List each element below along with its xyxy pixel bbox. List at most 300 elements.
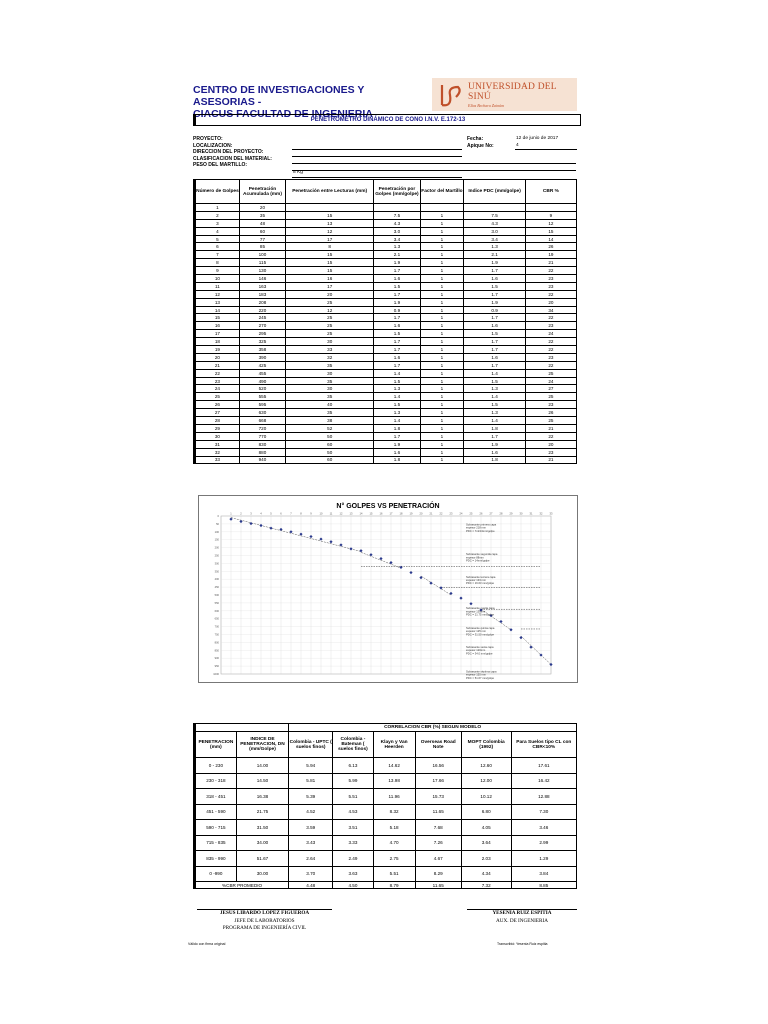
table-cell: 1.5	[374, 401, 420, 409]
layer-annotation: Subrasante tercera capa espesor 133 mm PDC = 16.63 mm/golpe	[466, 575, 496, 586]
table-cell: 20	[195, 353, 240, 361]
cbr-cell: 0 -990	[195, 866, 237, 882]
cbr-cell: 4.52	[289, 804, 333, 820]
table-cell: 490	[239, 377, 285, 385]
table-cell: 1.3	[374, 409, 420, 417]
table-cell: 1	[420, 322, 464, 330]
table-cell: 31	[195, 440, 240, 448]
clasificacion-label: CLASIFICACION DEL MATERIAL:	[193, 155, 272, 162]
table-cell: 1	[420, 417, 464, 425]
table-cell: 25	[525, 369, 576, 377]
cbr-cell: 835 - 990	[195, 851, 237, 867]
cbr-cell: 2.64	[289, 851, 333, 867]
table-row	[195, 227, 577, 235]
table-cell: 1.6	[374, 322, 420, 330]
x-tick-label: 7	[290, 512, 292, 516]
col-pen-lect: Penetración entre Lecturas (mm)	[286, 180, 374, 204]
cbr-avg-label: %CBR PROMEDIO	[195, 882, 289, 889]
table-cell: 12	[286, 306, 374, 314]
data-point	[239, 520, 242, 523]
table-row	[195, 259, 577, 267]
cbr-cell: 0 - 230	[195, 758, 237, 774]
cbr-cell: 3.63	[333, 866, 373, 882]
cbr-col-klayn: Klayn y Van Heerden	[373, 732, 415, 758]
x-tick-label: 8	[300, 512, 302, 516]
table-cell: 3.0	[374, 227, 420, 235]
chart-title: N° GOLPES VS PENETRACIÓN	[336, 503, 440, 510]
layer-annotation: Subrasante quinta capa espesor 125 mm PDC = 31.50 mm/golpe	[466, 626, 495, 637]
table-cell: 25	[195, 393, 240, 401]
table-cell: 23	[525, 401, 576, 409]
data-point	[329, 540, 332, 543]
cbr-cell: 4.34	[461, 866, 511, 882]
table-cell: 1	[420, 211, 464, 219]
layer-annotation: Subrasante segunda capa espesor 88mm PDC = 14mm/golpe	[466, 553, 498, 563]
x-tick-label: 1	[230, 512, 232, 516]
col-pen-golpe: Penetración por Golpes (mm/golpe)	[374, 180, 420, 204]
cbr-cell: 21.75	[236, 804, 288, 820]
cbr-cell: 15.73	[415, 789, 461, 805]
logo-text: UNIVERSIDAD DEL SINÚ	[468, 81, 557, 102]
table-cell: 1.6	[374, 353, 420, 361]
table-cell: 1.9	[374, 298, 420, 306]
fecha-value: 12 de junio de 2017	[516, 136, 559, 141]
table-cell: 358	[239, 346, 285, 354]
table-cell: 24	[195, 385, 240, 393]
field-line	[515, 149, 577, 150]
table-cell: 1.6	[464, 448, 525, 456]
table-cell: 60	[286, 440, 374, 448]
table-cell: 1.7	[374, 361, 420, 369]
cbr-col-overseas: Overseas Road Note	[415, 732, 461, 758]
table-cell: 26	[525, 409, 576, 417]
x-tick-label: 4	[260, 512, 262, 516]
data-point	[279, 528, 282, 531]
fecha-label: Fecha:	[467, 136, 484, 142]
field-line	[292, 177, 462, 178]
proyecto-label: PROYECTO:	[193, 136, 223, 142]
cbr-cell: 3.59	[289, 820, 333, 836]
table-cell: 1	[420, 243, 464, 251]
cbr-cell: 16.42	[511, 773, 576, 789]
table-cell: 1.7	[464, 432, 525, 440]
table-cell: 1	[420, 353, 464, 361]
table-cell: 1.9	[464, 440, 525, 448]
table-cell: 60	[286, 456, 374, 464]
table-cell: 1.9	[464, 298, 525, 306]
table-cell: 27	[195, 409, 240, 417]
cbr-cell: 230 - 318	[195, 773, 237, 789]
table-cell: 16	[286, 275, 374, 283]
cbr-cell: 3.46	[511, 820, 576, 836]
cbr-cell: 318 - 451	[195, 789, 237, 805]
cbr-avg-cell: 8.79	[373, 882, 415, 889]
table-cell: 20	[525, 298, 576, 306]
table-cell	[286, 204, 374, 212]
table-row	[195, 267, 577, 275]
table-row	[195, 432, 577, 440]
table-row	[195, 211, 577, 219]
table-cell: 1.7	[374, 314, 420, 322]
table-cell: 630	[239, 409, 285, 417]
sig-right-name: YESENIA RUIZ ESPITIA	[492, 910, 552, 916]
table-cell: 1	[420, 290, 464, 298]
table-cell: 1	[420, 275, 464, 283]
table-cell: 1	[420, 298, 464, 306]
table-cell: 18	[195, 338, 240, 346]
table-cell: 720	[239, 424, 285, 432]
cbr-cell: 16.56	[415, 758, 461, 774]
table-cell: 1	[420, 369, 464, 377]
table-cell: 19	[525, 251, 576, 259]
cbr-col-bateman: Colombia - Bateman ( suelos finos)	[333, 732, 373, 758]
table-cell: 1	[420, 259, 464, 267]
table-cell: 208	[239, 298, 285, 306]
x-tick-label: 13	[349, 512, 353, 516]
table-cell: 770	[239, 432, 285, 440]
cbr-cell: 11.65	[415, 804, 461, 820]
table-cell: 24	[525, 330, 576, 338]
table-row	[195, 393, 577, 401]
x-tick-label: 16	[379, 512, 383, 516]
cbr-cell: 8.32	[373, 804, 415, 820]
table-cell: 1	[420, 227, 464, 235]
table-row	[195, 235, 577, 243]
penetration-chart	[198, 495, 578, 683]
table-cell: 1.7	[464, 346, 525, 354]
x-tick-label: 30	[519, 512, 523, 516]
table-cell: 1.6	[374, 275, 420, 283]
cbr-avg-row	[195, 882, 577, 889]
sig-left-name: JESUS LIBARDO LOPEZ FIGUEROA	[219, 910, 310, 916]
table-cell: 35	[286, 377, 374, 385]
table-cell: 85	[239, 243, 285, 251]
table-cell: 23	[525, 353, 576, 361]
institution-title-line2: CIACUS FACULTAD DE INGENIERIA	[193, 108, 373, 120]
table-cell: 9	[195, 267, 240, 275]
cbr-cell: 5.51	[333, 789, 373, 805]
y-tick-label: 400	[214, 578, 219, 582]
data-point	[429, 582, 432, 585]
x-tick-label: 9	[310, 512, 312, 516]
table-row	[195, 282, 577, 290]
col-pen-acum: Penetración Acumulada (mm)	[239, 180, 285, 204]
cbr-row	[195, 820, 577, 836]
table-cell: 880	[239, 448, 285, 456]
table-cell: 1.8	[464, 424, 525, 432]
x-tick-label: 29	[509, 512, 513, 516]
table-cell: 1.3	[374, 385, 420, 393]
table-cell: 12	[525, 219, 576, 227]
direccion-label: DIRECCION DEL PROYECTO:	[193, 149, 264, 156]
table-cell: 1.5	[374, 377, 420, 385]
cbr-cell: 10.12	[461, 789, 511, 805]
cbr-cell: 34.00	[236, 835, 288, 851]
data-point	[379, 557, 382, 560]
institution-title-line1: CENTRO DE INVESTIGACIONES Y ASESORIAS -	[193, 84, 365, 108]
y-tick-label: 950	[214, 665, 219, 669]
table-cell: 1	[420, 219, 464, 227]
cbr-cell: 5.51	[373, 866, 415, 882]
table-row	[195, 204, 577, 212]
table-cell: 20	[286, 290, 374, 298]
table-cell: 115	[239, 259, 285, 267]
table-cell: 23	[525, 282, 576, 290]
table-cell: 1.6	[464, 275, 525, 283]
table-row	[195, 440, 577, 448]
x-tick-label: 17	[389, 512, 393, 516]
cbr-cell: 8.29	[415, 866, 461, 882]
table-cell: 25	[525, 417, 576, 425]
table-cell: 940	[239, 456, 285, 464]
table-cell: 29	[195, 424, 240, 432]
cbr-cell: 3.33	[333, 835, 373, 851]
x-tick-label: 6	[280, 512, 282, 516]
table-cell: 1.3	[374, 243, 420, 251]
table-row	[195, 448, 577, 456]
table-cell: 6	[195, 243, 240, 251]
university-logo	[432, 78, 577, 111]
table-cell: 3.4	[374, 235, 420, 243]
table-cell: 130	[239, 267, 285, 275]
cbr-cell: 3.70	[289, 866, 333, 882]
table-cell: 1.9	[374, 259, 420, 267]
cbr-avg-cell: 11.65	[415, 882, 461, 889]
cbr-cell: 7.26	[415, 835, 461, 851]
table-cell: 1.7	[464, 314, 525, 322]
table-cell: 1	[420, 409, 464, 417]
table-cell: 50	[286, 432, 374, 440]
table-cell: 1	[420, 401, 464, 409]
field-line	[292, 163, 576, 164]
y-tick-label: 0	[217, 515, 219, 518]
table-cell: 22	[195, 369, 240, 377]
table-row	[195, 385, 577, 393]
cbr-table	[193, 723, 577, 889]
table-cell: 1	[420, 330, 464, 338]
cbr-cell: 5.39	[289, 789, 333, 805]
table-cell: 33	[286, 346, 374, 354]
x-tick-label: 22	[439, 512, 443, 516]
cbr-cell: 7.30	[511, 804, 576, 820]
table-cell: 830	[239, 440, 285, 448]
cbr-cell: 1.29	[511, 851, 576, 867]
pdc-table	[193, 179, 577, 464]
table-cell: 1.4	[374, 417, 420, 425]
cbr-row	[195, 773, 577, 789]
cbr-table-wrap	[193, 723, 577, 889]
table-cell: 10	[195, 275, 240, 283]
pdc-table-wrap	[193, 179, 577, 464]
table-cell: 4.3	[464, 219, 525, 227]
table-cell: 1.9	[464, 259, 525, 267]
table-cell: 1	[420, 393, 464, 401]
col-factor: Factor del Martillo	[420, 180, 464, 204]
table-cell: 1	[420, 282, 464, 290]
table-cell: 15	[286, 211, 374, 219]
x-tick-label: 15	[369, 512, 373, 516]
sig-right-role1: AUX. DE INGENIERIA	[495, 918, 548, 924]
table-row	[195, 377, 577, 385]
cbr-cell: 3.64	[461, 835, 511, 851]
table-cell: 20	[239, 204, 285, 212]
table-cell: 48	[239, 219, 285, 227]
table-cell: 1.7	[374, 346, 420, 354]
table-cell: 668	[239, 417, 285, 425]
data-point	[439, 586, 442, 589]
table-cell: 30	[286, 338, 374, 346]
table-cell	[374, 204, 420, 212]
table-cell: 1	[420, 251, 464, 259]
pdc-table-header	[195, 180, 577, 204]
cbr-cell: 14.50	[236, 773, 288, 789]
cbr-cell: 7.68	[415, 820, 461, 836]
x-tick-label: 20	[419, 512, 423, 516]
table-cell: 163	[239, 282, 285, 290]
table-cell: 555	[239, 393, 285, 401]
cbr-cell: 5.81	[289, 773, 333, 789]
cbr-cell: 17.61	[511, 758, 576, 774]
cbr-row	[195, 804, 577, 820]
apique-label: Apique No:	[467, 142, 494, 149]
table-cell: 1.6	[374, 448, 420, 456]
cbr-row	[195, 866, 577, 882]
table-cell: 30	[286, 369, 374, 377]
cbr-col-dn: INDICE DE PENETRACION, DN (mm/Golpe)	[236, 732, 288, 758]
table-cell: 8	[286, 243, 374, 251]
cbr-cell: 12.60	[461, 758, 511, 774]
x-tick-label: 33	[549, 512, 553, 516]
table-cell: 23	[195, 377, 240, 385]
table-cell: 1.5	[464, 282, 525, 290]
table-cell: 25	[286, 322, 374, 330]
y-tick-label: 800	[214, 641, 219, 645]
table-cell: 1.6	[464, 322, 525, 330]
data-point	[499, 620, 502, 623]
y-tick-label: 600	[214, 609, 219, 613]
table-cell: 77	[239, 235, 285, 243]
table-cell: 3	[195, 219, 240, 227]
cbr-cell: 5.18	[373, 820, 415, 836]
cbr-cell: 3.43	[289, 835, 333, 851]
table-cell: 1	[420, 424, 464, 432]
cbr-cell: 3.51	[333, 820, 373, 836]
peso-value: 8 Kg	[293, 170, 303, 175]
table-cell: 1.4	[464, 393, 525, 401]
cbr-avg-cell: 7.32	[461, 882, 511, 889]
table-cell: 12	[195, 290, 240, 298]
cbr-cell: 51.67	[236, 851, 288, 867]
table-cell: 325	[239, 338, 285, 346]
table-cell: 1	[420, 346, 464, 354]
table-cell: 2	[195, 211, 240, 219]
table-cell: 1.7	[464, 338, 525, 346]
table-cell: 52	[286, 424, 374, 432]
cbr-cell: 590 - 715	[195, 820, 237, 836]
x-tick-label: 26	[479, 512, 483, 516]
table-cell: 1.8	[374, 424, 420, 432]
x-tick-label: 27	[489, 512, 493, 516]
document-title: PENETRÓMETRO DINÁMICO DE CONO I.N.V. E.172-13	[193, 114, 581, 126]
cbr-cell: 4.67	[415, 851, 461, 867]
table-cell: 520	[239, 385, 285, 393]
y-tick-label: 250	[214, 554, 219, 558]
table-cell: 23	[525, 448, 576, 456]
cbr-cell: 6.13	[333, 758, 373, 774]
table-cell: 35	[286, 361, 374, 369]
logo-mark-icon	[438, 81, 464, 109]
table-row	[195, 251, 577, 259]
col-pdc: Indice PDC (mm/golpe)	[464, 180, 525, 204]
cbr-cell: 6.80	[461, 804, 511, 820]
table-cell: 27	[525, 385, 576, 393]
table-cell: 1.5	[464, 377, 525, 385]
cbr-cell: 4.70	[373, 835, 415, 851]
table-cell: 23	[525, 275, 576, 283]
cbr-cell: 2.99	[511, 835, 576, 851]
table-cell: 23	[525, 322, 576, 330]
table-cell: 1.5	[374, 282, 420, 290]
table-cell: 1.7	[464, 361, 525, 369]
table-cell: 20	[525, 440, 576, 448]
cbr-cell: 2.75	[373, 851, 415, 867]
table-cell: 270	[239, 322, 285, 330]
table-row	[195, 424, 577, 432]
table-cell: 26	[195, 401, 240, 409]
table-cell: 30	[286, 385, 374, 393]
table-cell: 13	[195, 298, 240, 306]
cbr-cell: 31.50	[236, 820, 288, 836]
table-cell: 15	[525, 227, 576, 235]
table-cell: 25	[525, 393, 576, 401]
y-tick-label: 550	[214, 601, 219, 605]
table-cell: 1.5	[464, 330, 525, 338]
x-tick-label: 2	[240, 512, 242, 516]
data-point	[269, 527, 272, 530]
table-row	[195, 322, 577, 330]
cbr-cell: 16.38	[236, 789, 288, 805]
table-cell: 1.9	[374, 440, 420, 448]
y-tick-label: 100	[214, 530, 219, 534]
table-cell: 1.4	[374, 369, 420, 377]
cbr-col-pen: PENETRACION (mm)	[195, 732, 237, 758]
x-tick-label: 14	[359, 512, 363, 516]
table-cell: 12	[286, 227, 374, 235]
table-cell: 22	[525, 267, 576, 275]
table-cell: 21	[525, 456, 576, 464]
table-cell: 1.8	[464, 456, 525, 464]
table-row	[195, 298, 577, 306]
cbr-avg-cell: 4.48	[289, 882, 333, 889]
cbr-cell: 4.05	[461, 820, 511, 836]
localizacion-label: LOCALIZACION:	[193, 142, 233, 149]
table-cell: 295	[239, 330, 285, 338]
table-cell: 35	[286, 409, 374, 417]
table-row	[195, 338, 577, 346]
table-cell: 19	[195, 346, 240, 354]
cbr-cell: 2.03	[461, 851, 511, 867]
table-cell	[464, 204, 525, 212]
cbr-avg-cell: 8.85	[511, 882, 576, 889]
cbr-group-header: CORRELACION CBR (%) SEGUN MODELO	[289, 724, 577, 732]
table-cell: 1	[420, 432, 464, 440]
table-cell: 32	[195, 448, 240, 456]
y-tick-label: 1000	[213, 673, 219, 676]
footer-note-right: Transcribió: Yesenia Ruiz espitia	[497, 942, 548, 946]
table-cell: 22	[525, 361, 576, 369]
table-cell: 4	[195, 227, 240, 235]
y-tick-label: 750	[214, 633, 219, 637]
